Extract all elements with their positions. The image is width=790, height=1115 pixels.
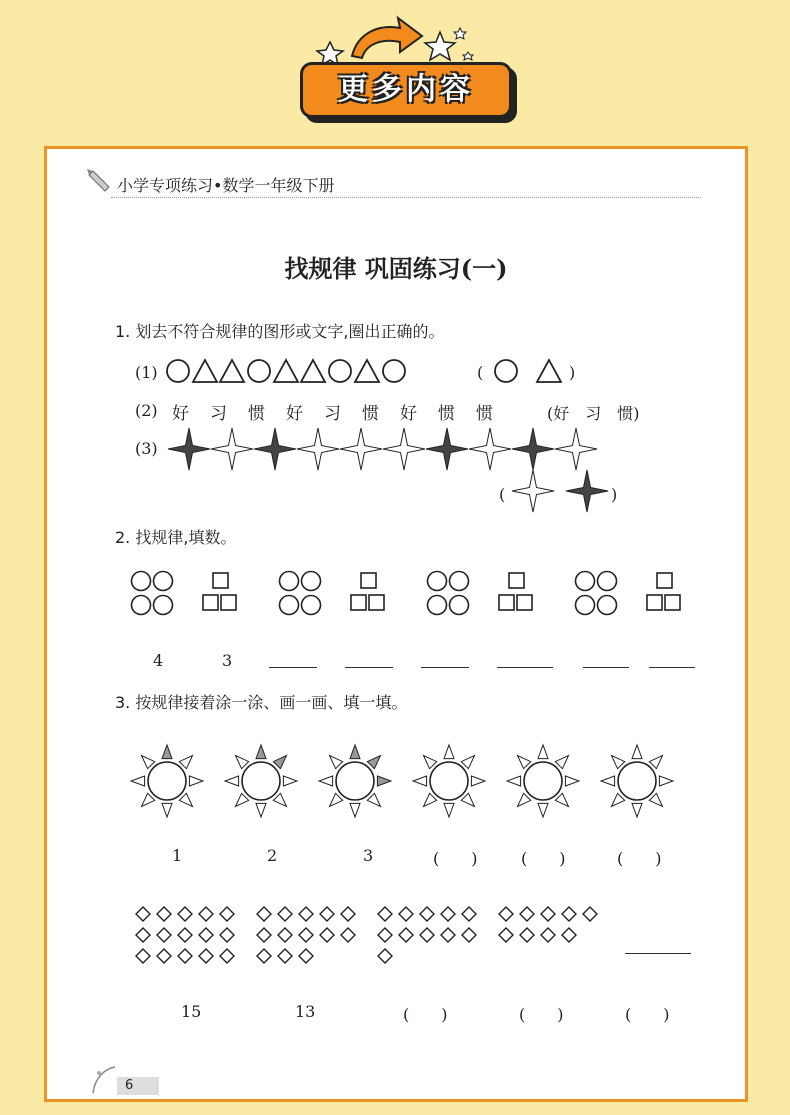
q3-sun-number-3: 3	[363, 846, 374, 865]
dark-star	[426, 428, 468, 470]
diamond-shape	[157, 907, 171, 921]
q1-star-sequence	[167, 427, 607, 471]
sun-ray	[189, 776, 203, 786]
triangle-shape	[274, 360, 298, 382]
q1-sub2-options: (好 习 惯)	[547, 404, 640, 423]
sun-ray	[179, 756, 192, 769]
q2-number-1: 4	[153, 651, 164, 670]
diamond-shape	[378, 907, 392, 921]
circle-shape	[383, 360, 405, 382]
sun-ray	[413, 776, 427, 786]
diamond-shape	[499, 907, 513, 921]
q2-blank-5[interactable]	[583, 667, 629, 668]
sun-ray	[538, 803, 548, 817]
sun-ray	[367, 793, 380, 806]
diamond-shape	[562, 907, 576, 921]
q2-blank-3[interactable]	[421, 667, 469, 668]
q2-blank-6[interactable]	[649, 667, 695, 668]
dark-star-option	[566, 470, 608, 512]
sun-ray	[142, 756, 155, 769]
dark-star	[168, 428, 210, 470]
q3-diamond-blank-2[interactable]: ( )	[519, 1005, 564, 1024]
q1-sub2-label: (2)	[135, 401, 158, 420]
triangle-shape	[220, 360, 244, 382]
sun-ray	[330, 793, 343, 806]
circle-figure	[154, 572, 173, 591]
sequence-character[interactable]: 好	[400, 404, 417, 424]
diamond-shape	[420, 928, 434, 942]
light-star	[211, 428, 253, 470]
sun-ray	[555, 756, 568, 769]
square-figure	[203, 595, 218, 610]
square-figure	[647, 595, 662, 610]
diamond-shape	[220, 907, 234, 921]
q3-diamond-groups	[135, 905, 615, 965]
question-2-prompt: 2. 找规律,填数。	[115, 528, 237, 547]
circle-shape	[329, 360, 351, 382]
q2-number-2: 3	[222, 651, 233, 670]
q2-blank-4[interactable]	[497, 667, 553, 668]
sun-circle	[618, 762, 656, 800]
square-figure	[351, 595, 366, 610]
diamond-shape	[220, 928, 234, 942]
circle-figure	[598, 572, 617, 591]
diamond-shape	[278, 949, 292, 963]
sequence-character[interactable]: 惯	[438, 404, 455, 424]
sequence-character[interactable]: 好	[172, 404, 189, 424]
dark-star	[254, 428, 296, 470]
light-star-option	[512, 470, 554, 512]
page-title: 找规律 巩固练习(一)	[284, 254, 508, 283]
banner-text: 更多内容	[338, 72, 474, 107]
square-figure	[657, 573, 672, 588]
q1-sub3-label: (3)	[135, 439, 158, 458]
diamond-shape	[520, 907, 534, 921]
sun-ray	[424, 793, 437, 806]
sequence-character[interactable]: 习	[324, 404, 341, 424]
diamond-shape	[136, 928, 150, 942]
q3-diamond-blank-1[interactable]: ( )	[403, 1005, 448, 1024]
square-figure	[221, 595, 236, 610]
circle-figure	[302, 572, 321, 591]
diamond-shape	[299, 928, 313, 942]
diamond-shape	[199, 928, 213, 942]
sequence-character[interactable]: 惯	[362, 404, 379, 424]
light-star	[469, 428, 511, 470]
q2-blank-1[interactable]	[269, 667, 317, 668]
sun-ray	[471, 776, 485, 786]
diamond-shape	[441, 928, 455, 942]
sun-circle	[524, 762, 562, 800]
sun-circle	[242, 762, 280, 800]
sun-circle	[336, 762, 374, 800]
sun-ray	[507, 776, 521, 786]
diamond-shape	[462, 907, 476, 921]
q1-sub1-options-open: (	[477, 363, 484, 382]
sun-ray	[601, 776, 615, 786]
q3-sun-number-1: 1	[172, 846, 183, 865]
circle-figure	[280, 596, 299, 615]
diamond-shape	[136, 949, 150, 963]
light-star	[340, 428, 382, 470]
circle-figure	[428, 572, 447, 591]
q1-sub3-options-open: (	[499, 485, 506, 504]
sun-ray	[461, 756, 474, 769]
diamond-shape	[341, 907, 355, 921]
sun-ray	[649, 793, 662, 806]
diamond-shape	[220, 949, 234, 963]
circle-figure	[154, 596, 173, 615]
sun-ray	[649, 756, 662, 769]
sun-ray	[273, 793, 286, 806]
q3-diamond-draw-blank[interactable]	[625, 953, 691, 954]
sun-ray	[518, 756, 531, 769]
shaded-sun-ray	[367, 756, 380, 769]
square-figure	[517, 595, 532, 610]
shaded-sun-ray	[350, 745, 360, 759]
sun-ray	[612, 793, 625, 806]
circle-figure	[576, 572, 595, 591]
q3-diamond-number-2: 13	[295, 1002, 316, 1021]
diamond-shape	[278, 907, 292, 921]
sun-ray	[565, 776, 579, 786]
square-figure	[509, 573, 524, 588]
diamond-shape	[199, 949, 213, 963]
pencil-icon	[85, 167, 111, 193]
q3-sun-sequence	[127, 739, 707, 819]
diamond-shape	[399, 928, 413, 942]
sun-ray	[632, 745, 642, 759]
circle-shape	[248, 360, 270, 382]
diamond-shape	[157, 949, 171, 963]
square-figure	[369, 595, 384, 610]
circle-figure	[576, 596, 595, 615]
sun-ray	[162, 803, 172, 817]
diamond-shape	[420, 907, 434, 921]
circle-figure	[132, 596, 151, 615]
diamond-shape	[541, 907, 555, 921]
diamond-shape	[520, 928, 534, 942]
dark-star	[512, 428, 554, 470]
diamond-shape	[441, 907, 455, 921]
q1-star-options	[511, 469, 611, 513]
circle-shape	[167, 360, 189, 382]
triangle-shape	[355, 360, 379, 382]
diamond-shape	[257, 949, 271, 963]
square-figure	[499, 595, 514, 610]
sun-ray	[444, 745, 454, 759]
sequence-character[interactable]: 惯	[248, 404, 265, 424]
diamond-shape	[157, 928, 171, 942]
square-figure	[665, 595, 680, 610]
q3-diamond-number-1: 15	[181, 1002, 202, 1021]
q2-blank-2[interactable]	[345, 667, 393, 668]
sun-ray	[424, 756, 437, 769]
sun-ray	[461, 793, 474, 806]
triangle-shape	[301, 360, 325, 382]
sun-circle	[148, 762, 186, 800]
q3-sun-blank-1[interactable]: ( )	[433, 849, 478, 868]
diamond-shape	[320, 907, 334, 921]
diamond-shape	[299, 907, 313, 921]
shaded-sun-ray	[256, 745, 266, 759]
shaded-sun-ray	[377, 776, 391, 786]
sun-ray	[236, 756, 249, 769]
circle-figure	[450, 572, 469, 591]
sun-ray	[330, 756, 343, 769]
shaded-sun-ray	[273, 756, 286, 769]
arrow-stars-decoration	[300, 10, 480, 70]
q1-shape-sequence	[167, 357, 417, 385]
diamond-shape	[178, 949, 192, 963]
diamond-shape	[278, 928, 292, 942]
diamond-shape	[320, 928, 334, 942]
sun-ray	[538, 745, 548, 759]
diamond-shape	[299, 949, 313, 963]
circle-figure	[280, 572, 299, 591]
sun-ray	[236, 793, 249, 806]
question-3-prompt: 3. 按规律接着涂一涂、画一画、填一填。	[115, 693, 408, 712]
q1-sub3-options-close: )	[611, 485, 618, 504]
circle-figure	[132, 572, 151, 591]
light-star	[383, 428, 425, 470]
q2-pattern-figures	[131, 569, 711, 619]
more-content-banner[interactable]	[300, 62, 512, 118]
sequence-character[interactable]: 习	[210, 404, 227, 424]
q1-options-circle-triangle	[491, 357, 581, 385]
sun-circle	[430, 762, 468, 800]
q1-sub1-options-close: )	[569, 363, 576, 382]
diamond-shape	[341, 928, 355, 942]
sun-ray	[555, 793, 568, 806]
sun-ray	[179, 793, 192, 806]
q3-sun-number-2: 2	[267, 846, 278, 865]
sun-ray	[319, 776, 333, 786]
circle-figure	[428, 596, 447, 615]
page-number: 6	[117, 1077, 159, 1095]
diamond-shape	[199, 907, 213, 921]
square-figure	[361, 573, 376, 588]
sun-ray	[225, 776, 239, 786]
diamond-shape	[562, 928, 576, 942]
sequence-character[interactable]: 惯	[476, 404, 493, 424]
diamond-shape	[378, 949, 392, 963]
sun-ray	[444, 803, 454, 817]
worksheet-page	[44, 146, 748, 1102]
sequence-character[interactable]: 好	[286, 404, 303, 424]
sun-ray	[612, 756, 625, 769]
diamond-shape	[541, 928, 555, 942]
sun-ray	[131, 776, 145, 786]
diamond-shape	[257, 928, 271, 942]
header-divider	[111, 197, 701, 198]
sun-ray	[518, 793, 531, 806]
sun-ray	[256, 803, 266, 817]
diamond-shape	[136, 907, 150, 921]
sun-ray	[283, 776, 297, 786]
diamond-shape	[499, 928, 513, 942]
diamond-shape	[462, 928, 476, 942]
question-1-prompt: 1. 划去不符合规律的图形或文字,圈出正确的。	[115, 322, 445, 341]
q1-sub1-label: (1)	[135, 363, 158, 382]
light-star	[555, 428, 597, 470]
triangle-shape	[193, 360, 217, 382]
sun-ray	[632, 803, 642, 817]
swirl-decoration-icon	[89, 1063, 119, 1097]
diamond-shape	[178, 907, 192, 921]
light-star	[297, 428, 339, 470]
q3-sun-blank-2[interactable]: ( )	[521, 849, 566, 868]
book-header: 小学专项练习•数学一年级下册	[117, 176, 335, 195]
q3-diamond-blank-3[interactable]: ( )	[625, 1005, 670, 1024]
diamond-shape	[378, 928, 392, 942]
sun-ray	[659, 776, 673, 786]
circle-figure	[598, 596, 617, 615]
sun-ray	[142, 793, 155, 806]
shaded-sun-ray	[162, 745, 172, 759]
circle-figure	[450, 596, 469, 615]
q3-sun-blank-3[interactable]: ( )	[617, 849, 662, 868]
diamond-shape	[257, 907, 271, 921]
diamond-shape	[399, 907, 413, 921]
sun-ray	[350, 803, 360, 817]
square-figure	[213, 573, 228, 588]
diamond-shape	[178, 928, 192, 942]
circle-figure	[302, 596, 321, 615]
diamond-shape	[583, 907, 597, 921]
